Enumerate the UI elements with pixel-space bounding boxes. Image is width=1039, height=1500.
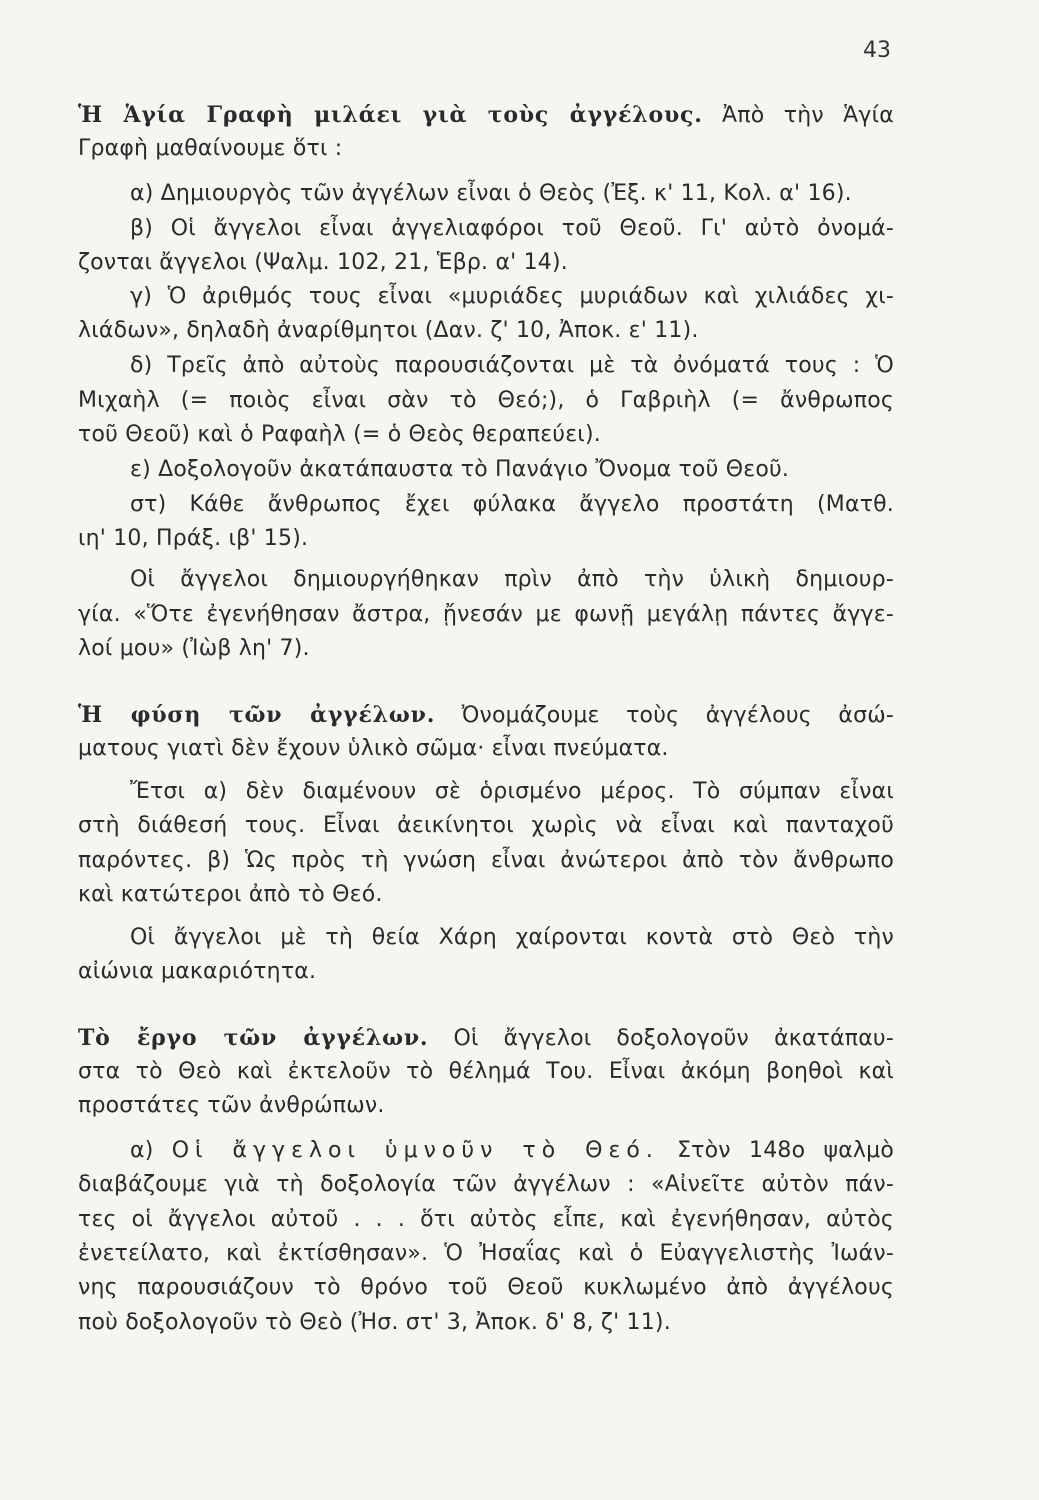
- list-item-b: β) Οἱ ἄγγελοι εἶναι ἀγγελιαφόροι τοῦ Θεοῦ. Γι' αὐτὸ ὀνομά-: [130, 216, 894, 241]
- text-line: ιη' 10, Πράξ. ιβ' 15).: [78, 526, 309, 551]
- text-line: διαβάζουμε γιὰ τὴ δοξολογία τῶν ἀγγέλων : «Αἰνεῖτε αὐτὸν πάν-: [78, 1172, 894, 1197]
- list-marker: α): [130, 1138, 154, 1163]
- text-line: Μιχαὴλ (= ποιὸς εἶναι σὰν τὸ Θεό;), ὁ Γαβριὴλ (= ἄνθρωπος: [78, 388, 894, 413]
- spaced-emphasis: Οἱ ἄγγελοι ὑμνοῦν τὸ Θεό.: [171, 1138, 659, 1163]
- paragraph-line: Οἱ ἄγγελοι δημιουργήθηκαν πρὶν ἀπὸ τὴν ὑλικὴ δημιουρ-: [130, 567, 894, 592]
- section-3-line-1: [78, 1021, 894, 1056]
- section-heading-nature-of-angels: Ἡ φύση τῶν ἀγγέλων.: [78, 702, 436, 728]
- section-heading-work-of-angels: Τὸ ἔργο τῶν ἀγγέλων.: [78, 1025, 429, 1051]
- text-line: Γραφὴ μαθαίνουμε ὅτι :: [78, 136, 343, 161]
- text-line: ποὺ δοξολογοῦν τὸ Θεὸ (Ἠσ. στ' 3, Ἀποκ. δ' 8, ζ' 11).: [78, 1310, 671, 1335]
- text-line: τες οἱ ἄγγελοι αὐτοῦ . . . ὅτι αὐτὸς εἶπε, καὶ ἐγενήθησαν, αὐτὸς: [78, 1207, 894, 1232]
- section-1-line-1: [78, 98, 894, 133]
- text-run: Ὀνομάζουμε τοὺς ἀγγέλους ἀσώ-: [461, 703, 894, 728]
- text-line: στὴ διάθεσή τους. Εἶναι ἀεικίνητοι χωρὶς νὰ εἶναι καὶ πανταχοῦ: [78, 813, 894, 838]
- paragraph-line: Ἔτσι α) δὲν διαμένουν σὲ ὁρισμένο μέρος. Τὸ σύμπαν εἶναι: [130, 779, 894, 804]
- paragraph-line: Οἱ ἄγγελοι μὲ τὴ θεία Χάρη χαίρονται κοντὰ στὸ Θεὸ τὴν: [130, 925, 894, 950]
- text-line: ματους γιατὶ δὲν ἔχουν ὑλικὸ σῶμα· εἶναι πνεύματα.: [78, 736, 669, 761]
- text-line: προστάτες τῶν ἀνθρώπων.: [78, 1093, 385, 1118]
- text-run: Οἱ ἄγγελοι δοξολογοῦν ἀκατάπαυ-: [453, 1026, 894, 1051]
- text-line: λιάδων», δηλαδὴ ἀναρίθμητοι (Δαν. ζ' 10, Ἀποκ. ε' 11).: [78, 318, 699, 343]
- text-line: νης παρουσιάζουν τὸ θρόνο τοῦ Θεοῦ κυκλωμένο ἀπὸ ἀγγέλους: [78, 1275, 894, 1300]
- list-item-a: α) Δημιουργὸς τῶν ἀγγέλων εἶναι ὁ Θεὸς (Ἐξ. κ' 11, Κολ. α' 16).: [130, 181, 852, 206]
- section-2-line-1: [78, 698, 894, 733]
- text-line: ἐνετείλατο, καὶ ἐκτίσθησαν». Ὁ Ἠσαΐας καὶ ὁ Εὐαγγελιστὴς Ἰωάν-: [78, 1241, 894, 1266]
- text-line: αἰώνια μακαριότητα.: [78, 959, 317, 984]
- section-heading-holy-scripture: Ἡ Ἁγία Γραφὴ μιλάει γιὰ τοὺς ἀγγέλους.: [78, 102, 703, 128]
- list-item-a: [130, 1134, 894, 1168]
- text-line: καὶ κατώτεροι ἀπὸ τὸ Θεό.: [78, 882, 383, 907]
- text-line: στα τὸ Θεὸ καὶ ἐκτελοῦν τὸ θέλημά Του. Εἶναι ἀκόμη βοηθοὶ καὶ: [78, 1059, 894, 1084]
- list-item-d: δ) Τρεῖς ἀπὸ αὐτοὺς παρουσιάζονται μὲ τὰ ὀνόματά τους : Ὁ: [130, 353, 894, 378]
- list-item-c: γ) Ὁ ἀριθμός τους εἶναι «μυριάδες μυριάδων καὶ χιλιάδες χι-: [130, 284, 894, 309]
- list-item-e: ε) Δοξολογοῦν ἀκατάπαυστα τὸ Πανάγιο Ὄνομα τοῦ Θεοῦ.: [130, 457, 790, 482]
- text-line: τοῦ Θεοῦ) καὶ ὁ Ραφαὴλ (= ὁ Θεὸς θεραπεύει).: [78, 422, 601, 447]
- text-line: λοί μου» (Ἰὼβ λη' 7).: [78, 636, 310, 661]
- text-run: Ἀπὸ τὴν Ἁγία: [722, 103, 894, 128]
- text-run: Στὸν 148ο ψαλμὸ: [677, 1138, 894, 1163]
- text-line: παρόντες. β) Ὡς πρὸς τὴ γνώση εἶναι ἀνώτεροι ἀπὸ τὸν ἄνθρωπο: [78, 848, 894, 873]
- list-item-st: στ) Κάθε ἄνθρωπος ἔχει φύλακα ἄγγελο προστάτη (Ματθ.: [130, 492, 894, 517]
- text-line: γία. «Ὅτε ἐγενήθησαν ἄστρα, ᾔνεσάν με φωνῇ μεγάλῃ πάντες ἄγγε-: [78, 602, 894, 627]
- text-line: ζονται ἄγγελοι (Ψαλμ. 102, 21, Ἑβρ. α' 14).: [78, 250, 568, 275]
- page-number: 43: [863, 38, 891, 63]
